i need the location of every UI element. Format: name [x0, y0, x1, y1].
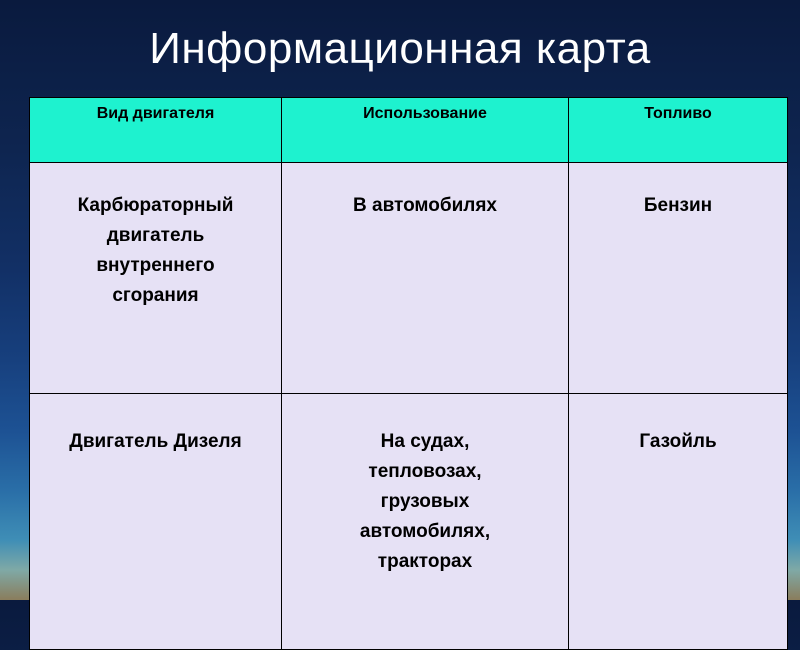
header-fuel: Топливо	[569, 98, 788, 163]
table-cell	[30, 163, 282, 394]
slide-title: Информационная карта	[149, 24, 651, 73]
cell-text: Карбюраторный двигатель внутреннего сгорания	[77, 195, 234, 306]
info-table	[29, 97, 788, 650]
cell-text: В автомобилях	[353, 195, 497, 216]
cell-text: Бензин	[643, 195, 713, 216]
table-cell	[30, 394, 282, 650]
table-cell	[282, 394, 569, 650]
table-row	[30, 163, 788, 394]
table-header-row	[30, 98, 788, 163]
table-cell	[282, 163, 569, 394]
header-usage: Использование	[282, 98, 569, 163]
cell-text: На судах, тепловозах, грузовых автомобилях, тракторах	[359, 431, 491, 572]
table-row	[30, 394, 788, 650]
header-engine-type: Вид двигателя	[30, 98, 282, 163]
cell-text: Двигатель Дизеля	[69, 431, 242, 452]
cell-text: Газойль	[639, 431, 717, 452]
table-cell	[569, 394, 788, 650]
table-cell	[569, 163, 788, 394]
